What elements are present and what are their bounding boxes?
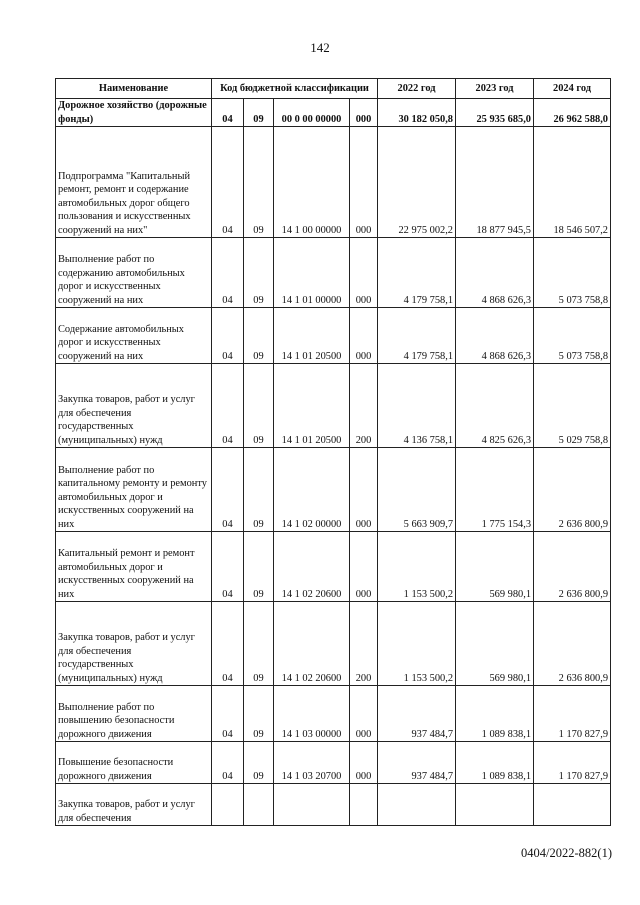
row-rz: 04	[212, 308, 244, 364]
row-vr: 000	[350, 308, 378, 364]
row-2022: 937 484,7	[378, 742, 456, 784]
row-name: Дорожное хозяйство (дорожные фонды)	[56, 99, 212, 127]
row-vr: 200	[350, 364, 378, 448]
row-2022: 4 179 758,1	[378, 238, 456, 308]
header-2022: 2022 год	[378, 79, 456, 99]
row-2024: 1 170 827,9	[534, 686, 611, 742]
table-row	[56, 308, 611, 364]
header-code: Код бюджетной классификации	[212, 79, 378, 99]
row-pr	[244, 784, 274, 826]
row-2023: 18 877 945,5	[456, 127, 534, 238]
table-row	[56, 532, 611, 602]
row-name: Закупка товаров, работ и услуг для обеспечения государственных (муниципальных) нужд	[56, 602, 212, 686]
row-2024: 2 636 800,9	[534, 448, 611, 532]
row-name: Выполнение работ по повышению безопасности дорожного движения	[56, 686, 212, 742]
row-name: Выполнение работ по содержанию автомобильных дорог и искусственных сооружений на них	[56, 238, 212, 308]
row-csr: 14 1 01 00000	[274, 238, 350, 308]
row-name: Капитальный ремонт и ремонт автомобильных дорог и искусственных сооружений на них	[56, 532, 212, 602]
row-rz: 04	[212, 127, 244, 238]
row-2024: 2 636 800,9	[534, 532, 611, 602]
row-name: Закупка товаров, работ и услуг для обеспечения	[56, 784, 212, 826]
row-vr: 000	[350, 127, 378, 238]
row-2024: 5 073 758,8	[534, 308, 611, 364]
row-csr: 14 1 01 20500	[274, 364, 350, 448]
row-pr: 09	[244, 308, 274, 364]
budget-table	[55, 78, 611, 826]
row-2024: 2 636 800,9	[534, 602, 611, 686]
row-csr: 14 1 02 00000	[274, 448, 350, 532]
row-2023: 25 935 685,0	[456, 99, 534, 127]
table-row	[56, 448, 611, 532]
row-2023: 1 089 838,1	[456, 686, 534, 742]
row-csr: 14 1 03 00000	[274, 686, 350, 742]
table-row	[56, 99, 611, 127]
row-vr: 200	[350, 602, 378, 686]
row-csr: 14 1 03 20700	[274, 742, 350, 784]
row-vr: 000	[350, 742, 378, 784]
row-rz: 04	[212, 686, 244, 742]
row-2022: 30 182 050,8	[378, 99, 456, 127]
row-2023	[456, 784, 534, 826]
row-2024: 26 962 588,0	[534, 99, 611, 127]
row-vr	[350, 784, 378, 826]
row-2022: 1 153 500,2	[378, 532, 456, 602]
row-2022: 4 179 758,1	[378, 308, 456, 364]
row-rz: 04	[212, 364, 244, 448]
row-name: Повышение безопасности дорожного движения	[56, 742, 212, 784]
row-csr: 14 1 00 00000	[274, 127, 350, 238]
page-number: 142	[310, 40, 330, 55]
row-2024: 5 029 758,8	[534, 364, 611, 448]
row-csr	[274, 784, 350, 826]
row-csr: 14 1 01 20500	[274, 308, 350, 364]
row-vr: 000	[350, 448, 378, 532]
row-2023: 1 775 154,3	[456, 448, 534, 532]
row-pr: 09	[244, 602, 274, 686]
row-name: Содержание автомобильных дорог и искусственных сооружений на них	[56, 308, 212, 364]
row-rz	[212, 784, 244, 826]
row-pr: 09	[244, 448, 274, 532]
document-code: 0404/2022-882(1)	[521, 846, 612, 860]
table-row	[56, 238, 611, 308]
row-rz: 04	[212, 99, 244, 127]
row-2023: 4 825 626,3	[456, 364, 534, 448]
row-rz: 04	[212, 532, 244, 602]
row-2023: 569 980,1	[456, 532, 534, 602]
table-row	[56, 602, 611, 686]
row-rz: 04	[212, 602, 244, 686]
row-vr: 000	[350, 238, 378, 308]
row-2022: 1 153 500,2	[378, 602, 456, 686]
row-pr: 09	[244, 532, 274, 602]
row-rz: 04	[212, 448, 244, 532]
row-2024: 18 546 507,2	[534, 127, 611, 238]
row-rz: 04	[212, 742, 244, 784]
header-2023: 2023 год	[456, 79, 534, 99]
row-pr: 09	[244, 742, 274, 784]
row-name: Подпрограмма "Капитальный ремонт, ремонт и содержание автомобильных дорог общего пользования и искусственных сооружений на них"	[56, 127, 212, 238]
row-pr: 09	[244, 238, 274, 308]
row-2022: 22 975 002,2	[378, 127, 456, 238]
row-2022: 5 663 909,7	[378, 448, 456, 532]
table-row	[56, 686, 611, 742]
row-vr: 000	[350, 686, 378, 742]
row-2023: 4 868 626,3	[456, 238, 534, 308]
row-2024: 5 073 758,8	[534, 238, 611, 308]
row-2024	[534, 784, 611, 826]
row-name: Выполнение работ по капитальному ремонту и ремонту автомобильных дорог и искусственных сооружений на них	[56, 448, 212, 532]
row-2023: 569 980,1	[456, 602, 534, 686]
row-rz: 04	[212, 238, 244, 308]
row-2022	[378, 784, 456, 826]
row-pr: 09	[244, 686, 274, 742]
table-row	[56, 784, 611, 826]
row-pr: 09	[244, 99, 274, 127]
table-row	[56, 742, 611, 784]
table-row	[56, 127, 611, 238]
row-csr: 14 1 02 20600	[274, 532, 350, 602]
row-csr: 14 1 02 20600	[274, 602, 350, 686]
row-name: Закупка товаров, работ и услуг для обеспечения государственных (муниципальных) нужд	[56, 364, 212, 448]
row-csr: 00 0 00 00000	[274, 99, 350, 127]
row-vr: 000	[350, 99, 378, 127]
table-row	[56, 364, 611, 448]
row-2023: 1 089 838,1	[456, 742, 534, 784]
row-2022: 937 484,7	[378, 686, 456, 742]
row-vr: 000	[350, 532, 378, 602]
row-2024: 1 170 827,9	[534, 742, 611, 784]
header-2024: 2024 год	[534, 79, 611, 99]
header-row	[56, 79, 611, 99]
row-pr: 09	[244, 127, 274, 238]
header-name: Наименование	[56, 79, 212, 99]
row-pr: 09	[244, 364, 274, 448]
row-2022: 4 136 758,1	[378, 364, 456, 448]
row-2023: 4 868 626,3	[456, 308, 534, 364]
